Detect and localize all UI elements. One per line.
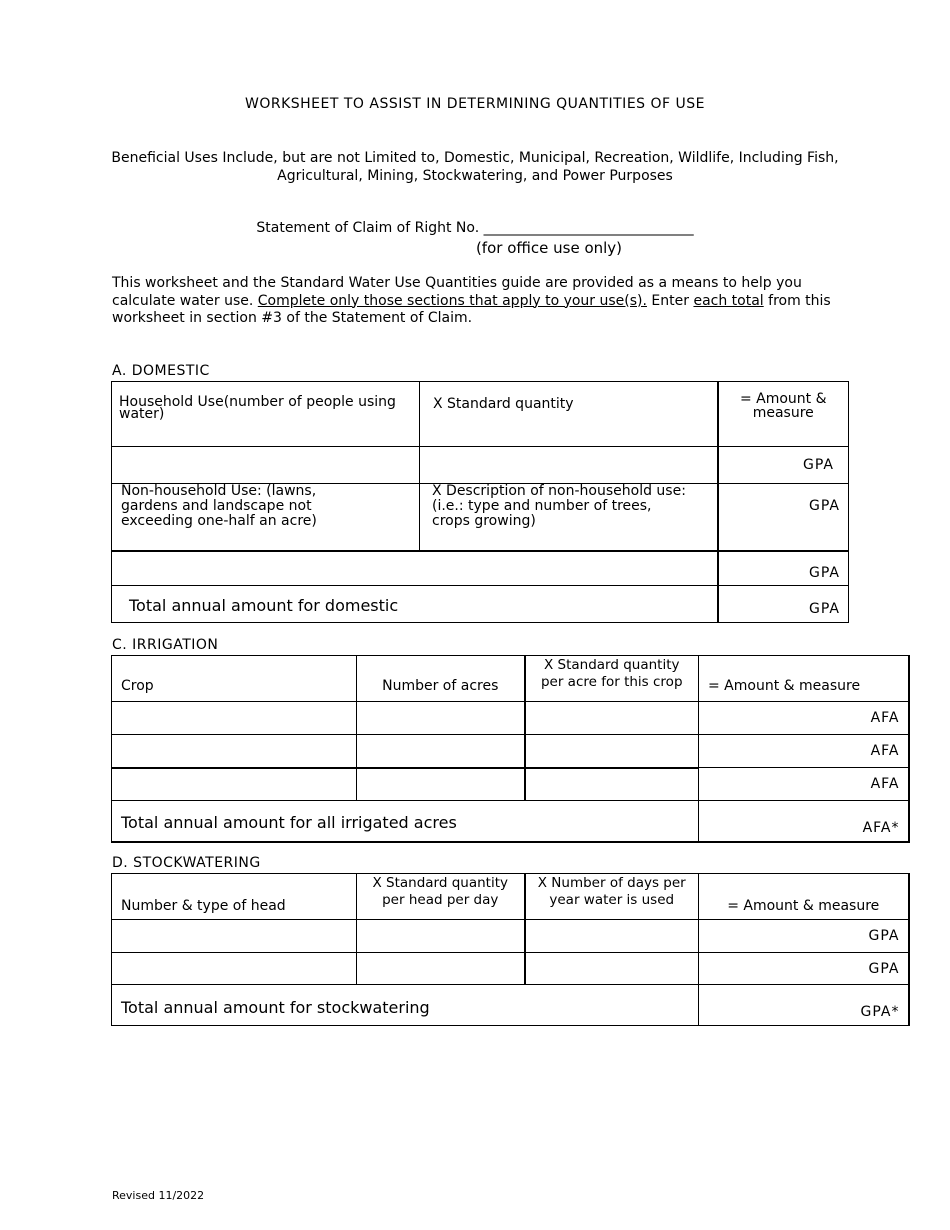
days-per-year-header: X Number of days per year water is used xyxy=(525,874,699,920)
per-head-standard-header: X Standard quantity per head per day xyxy=(357,874,525,920)
acres-input[interactable] xyxy=(357,735,525,768)
irrigation-amount-header: = Amount & measure xyxy=(699,656,909,702)
head-header: Number & type of head xyxy=(112,874,357,920)
crop-header: Crop xyxy=(112,656,357,702)
domestic-total-input[interactable]: GPA xyxy=(718,586,849,623)
non-household-label: Non-household Use: (lawns, gardens and landscape not exceeding one-half an acre) xyxy=(112,484,420,551)
domestic-total-label: Total annual amount for domestic xyxy=(112,586,718,623)
irrigation-amount-input[interactable]: AFA xyxy=(699,735,909,768)
stock-amount-input[interactable]: GPA xyxy=(699,920,909,953)
irrigation-total-label: Total annual amount for all irrigated acres xyxy=(112,801,699,842)
per-head-standard-input[interactable] xyxy=(357,920,525,953)
irrigation-standard-input[interactable] xyxy=(525,702,699,735)
amount-measure-header: = Amount & measure xyxy=(718,382,849,447)
irrigation-table xyxy=(111,655,910,843)
household-use-input[interactable] xyxy=(112,447,420,484)
head-input[interactable] xyxy=(112,920,357,953)
crop-input[interactable] xyxy=(112,735,357,768)
days-per-year-input[interactable] xyxy=(525,920,699,953)
stock-total-input[interactable]: GPA* xyxy=(699,985,909,1026)
irrigation-amount-input[interactable]: AFA xyxy=(699,702,909,735)
days-per-year-input[interactable] xyxy=(525,953,699,985)
stock-amount-input[interactable]: GPA xyxy=(699,953,909,985)
irrigation-standard-input[interactable] xyxy=(525,735,699,768)
stock-total-label: Total annual amount for stockwatering xyxy=(112,985,699,1026)
head-input[interactable] xyxy=(112,953,357,985)
worksheet-title: WORKSHEET TO ASSIST IN DETERMINING QUANTITIES OF USE xyxy=(244,96,705,112)
domestic-heading: A. DOMESTIC xyxy=(112,363,210,379)
acres-header: Number of acres xyxy=(357,656,525,702)
acres-input[interactable] xyxy=(357,702,525,735)
claim-number-field[interactable]: Statement of Claim of Right No. ______________________________ xyxy=(256,220,694,236)
non-household-detail-input[interactable] xyxy=(112,551,718,586)
intro-paragraph: This worksheet and the Standard Water Use Quantities guide are provided as a means to help you calculate water use. Complete only those sections that apply to your use(s). Enter each total from this worksheet in section #3 of the Statement of Claim. xyxy=(112,275,831,326)
stockwatering-heading: D. STOCKWATERING xyxy=(112,855,261,871)
office-use-note: (for office use only) xyxy=(475,239,623,257)
irrigation-amount-input[interactable]: AFA xyxy=(699,768,909,801)
acres-input[interactable] xyxy=(357,768,525,801)
stockwatering-table xyxy=(111,873,910,1026)
revision-date: Revised 11/2022 xyxy=(112,1189,205,1202)
stock-amount-header: = Amount & measure xyxy=(699,874,909,920)
non-household-description: X Description of non-household use: (i.e.: type and number of trees, crops growing) xyxy=(420,484,718,551)
standard-quantity-input[interactable] xyxy=(420,447,718,484)
irrigation-standard-header: X Standard quantity per acre for this crop xyxy=(525,656,699,702)
standard-quantity-header: X Standard quantity xyxy=(420,382,718,447)
household-use-header: Household Use(number of people using water) xyxy=(112,382,420,447)
irrigation-standard-input[interactable] xyxy=(525,768,699,801)
irrigation-heading: C. IRRIGATION xyxy=(112,637,219,653)
non-household-subtotal-input[interactable]: GPA xyxy=(718,551,849,586)
household-amount-input[interactable]: GPA xyxy=(718,447,849,484)
beneficial-uses-note: Beneficial Uses Include, but are not Limited to, Domestic, Municipal, Recreation, Wildlife, Including Fish, Agricultural, Mining, Stockwatering, and Power Purposes xyxy=(111,150,839,184)
irrigation-total-input[interactable]: AFA* xyxy=(699,801,909,842)
domestic-table xyxy=(111,381,849,623)
crop-input[interactable] xyxy=(112,768,357,801)
per-head-standard-input[interactable] xyxy=(357,953,525,985)
crop-input[interactable] xyxy=(112,702,357,735)
non-household-amount-input[interactable]: GPA xyxy=(718,484,849,551)
